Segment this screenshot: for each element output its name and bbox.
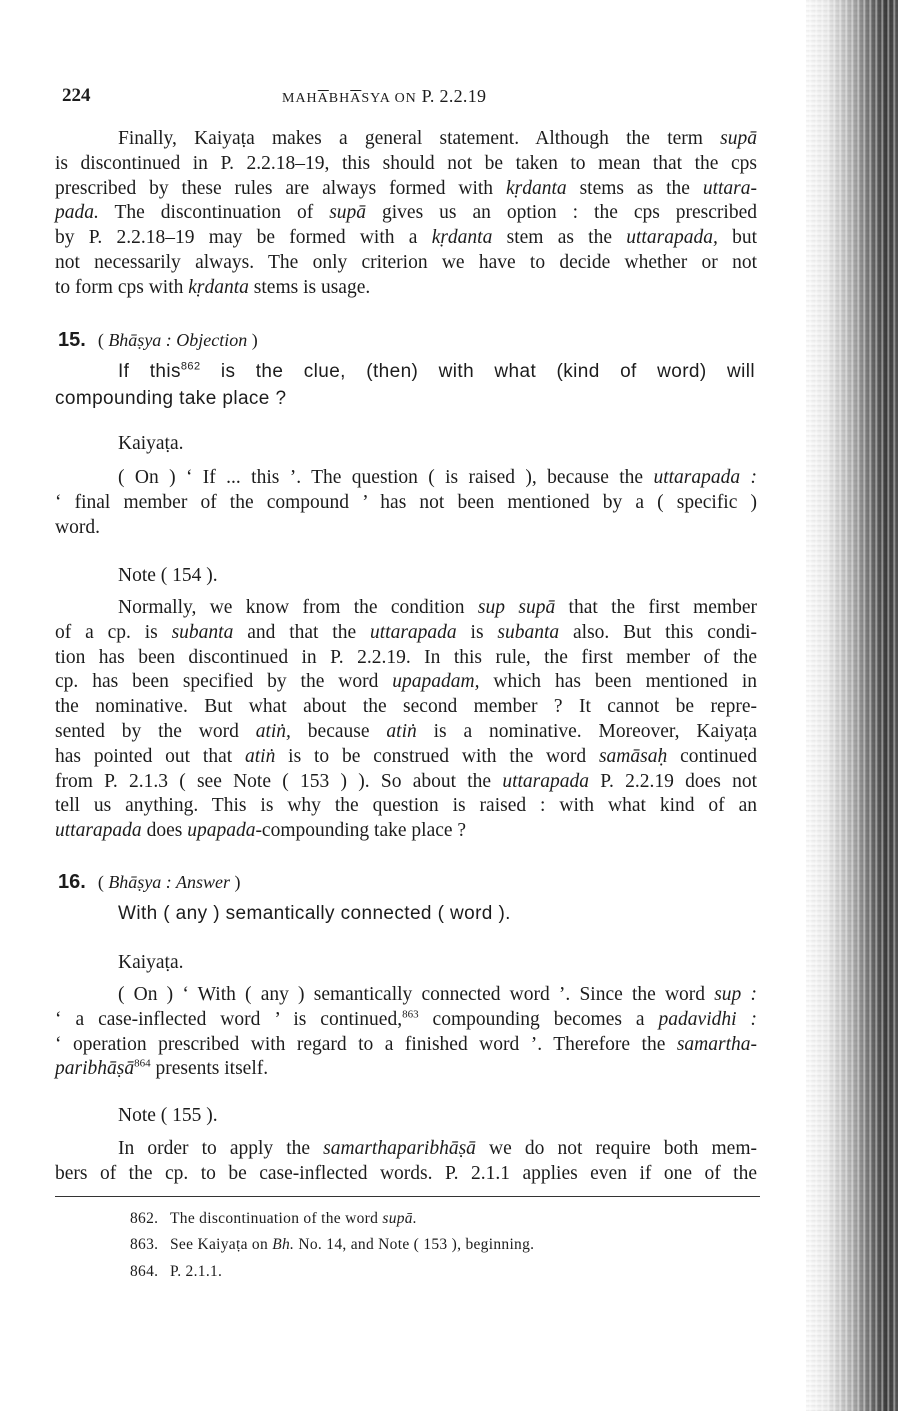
kaiyata-label-15: Kaiyaṭa. xyxy=(118,433,184,454)
kaiyata-commentary-15: ( On ) ‘ If ... this ’. The question ( is raised ), because the uttarapada : ‘ final member of the compound ’ has not been mentioned by a ( specific ) word. xyxy=(55,467,757,538)
footnote-rule xyxy=(55,1196,760,1197)
note-155-text: In order to apply the samarthaparibhāṣā we do not require both mem- bers of the cp. to be case-inflected words. P. 2.1.1 applies even if one of the xyxy=(55,1138,757,1184)
page-number: 224 xyxy=(62,85,91,106)
paragraph-finally: Finally, Kaiyaṭa makes a general statement. Although the term supā is discontinued in P. 2.2.18–19, this should not be taken to mean that the cps prescribed by these rules are always formed with kṛdanta stems as the uttara- pada. The discontinuation of supā gives us an option : the cps prescribed by P. 2.2.18–19 may be formed with a kṛdanta stem as the uttarapada, but not necessarily always. The only criterion we have to decide whether or not to form cps with kṛdanta stems is usage. xyxy=(55,128,757,298)
footnote-862: 862. The discontinuation of the word supā. xyxy=(130,1210,418,1227)
page-edge-shadow xyxy=(806,0,898,1411)
note-155-label: Note ( 155 ). xyxy=(118,1105,218,1126)
section-15-heading: 15. ( Bhāṣya : Objection ) xyxy=(58,329,258,351)
footnote-864: 864. P. 2.1.1. xyxy=(130,1263,223,1280)
footnote-863: 863. See Kaiyaṭa on Bh. No. 14, and Note ( 153 ), beginning. xyxy=(130,1236,535,1253)
section-16-heading: 16. ( Bhāṣya : Answer ) xyxy=(58,871,241,893)
kaiyata-label-16: Kaiyaṭa. xyxy=(118,952,184,973)
kaiyata-commentary-16: ( On ) ‘ With ( any ) semantically connected word ’. Since the word sup : ‘ a case-inflected word ’ is continued,$^{863}$ compounding becomes a padavidhi : ‘ operation prescribed with regard to a finished word ’. Therefore the samartha- paribhāṣā$^{864}$ presents itself. xyxy=(55,984,757,1080)
bhasya-answer-text: With ( any ) semantically connected ( word ). xyxy=(118,903,511,924)
note-154-label: Note ( 154 ). xyxy=(118,565,218,586)
bhasya-objection-text: If this$^{862}$ is the clue, (then) with what (kind of word) will compounding take place ? xyxy=(55,360,755,409)
running-head: $MAH\overline{A}BH\overline{A}SYA$ ON P. 2.2.19 xyxy=(282,86,487,106)
note-154-text: Normally, we know from the condition sup supā that the first member of a cp. is subanta and that the uttarapada is subanta also. But this condi- tion has been discontinued in P. 2.2.19. In this rule, the first member of the cp. has been specified by the word upapadam, which has been mentioned in the nominative. But what about the second member ? It cannot be repre- sented by the word atiṅ, because atiṅ is a nominative. Moreover, Kaiyaṭa has pointed out that atiṅ is to be construed with the word samāsaḥ continued from P. 2.1.3 ( see Note ( 153 ) ). So about the uttarapada P. 2.2.19 does not tell us anything. This is why the question is raised : with what kind of an uttarapada does upapada-compounding take place ? xyxy=(55,597,758,842)
